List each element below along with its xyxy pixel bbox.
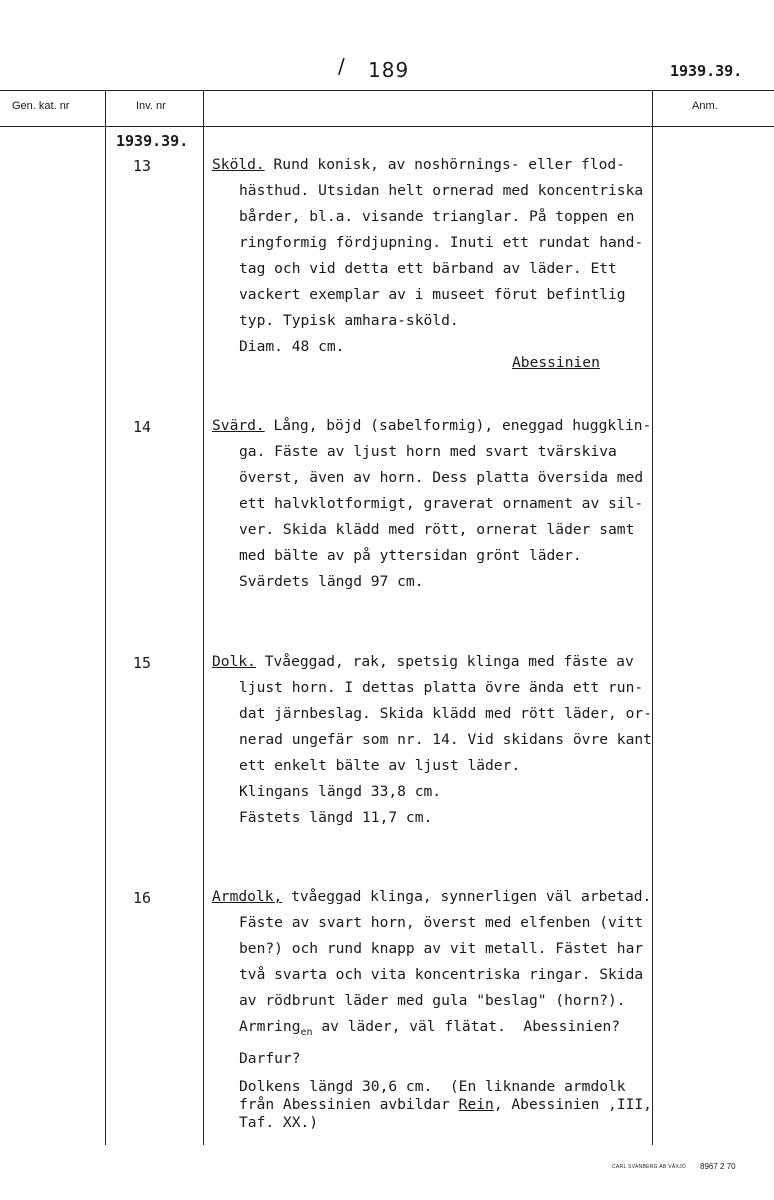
entry-line: Klingans längd 33,8 cm. (239, 783, 442, 800)
entry-line: ljust horn. I dettas platta övre ända ett run- (239, 679, 644, 696)
entry-line: bårder, bl.a. visande trianglar. På toppen en (239, 208, 635, 225)
header-bottom-rule (0, 126, 774, 127)
catalog-entry (212, 649, 656, 831)
entry-line: Diam. 48 cm. (239, 338, 345, 355)
entry-heading: Svärd. (212, 417, 265, 434)
entry-line: Dolk. Tvåeggad, rak, spetsig klinga med fäste av (212, 653, 634, 670)
catalog-year: 1939.39. (670, 62, 743, 80)
printer-imprint: CARL SVANBERG AB VÄXJÖ (612, 1164, 687, 1170)
entry-line: Svärdets längd 97 cm. (239, 573, 424, 590)
entry-line: av rödbrunt läder med gula "beslag" (horn?). (239, 992, 626, 1009)
entry-line: typ. Typisk amhara-sköld. (239, 312, 459, 329)
cited-author: Rein (458, 1096, 494, 1113)
header-top-rule (0, 90, 774, 91)
column-divider-gen-inv (105, 90, 106, 1145)
entry-line: med bälte av på yttersidan grönt läder. (239, 547, 582, 564)
subscript-correction: en (300, 1027, 313, 1038)
inventory-number: 13 (133, 157, 152, 175)
page-mark: / (338, 54, 345, 78)
entry-line: från Abessinien avbildar Rein, Abessinien ,III, (239, 1096, 652, 1113)
column-header-inv-nr: Inv. nr (136, 100, 166, 112)
form-code: 8967 2 70 (700, 1162, 736, 1171)
entry-line: Svärd. Lång, böjd (sabelformig), eneggad huggklin- (212, 417, 652, 434)
accession-prefix: 1939.39. (116, 132, 189, 150)
entry-line: Fäste av svart horn, överst med elfenben (vitt (239, 914, 644, 931)
entry-line: tag och vid detta ett bärband av läder. Ett (239, 260, 617, 277)
catalog-entry (212, 884, 656, 1132)
column-divider-inv-desc (203, 90, 204, 1145)
entry-heading: Dolk. (212, 653, 256, 670)
column-header-gen-kat-nr: Gen. kat. nr (12, 100, 70, 112)
entry-line: Taf. XX.) (239, 1114, 319, 1131)
entry-line: Armring$_{en}$ av läder, väl flätat. Abessinien? (239, 1018, 621, 1038)
page-number: 189 (368, 58, 410, 82)
inventory-number: 16 (133, 889, 152, 907)
origin-label: Abessinien (512, 354, 600, 371)
entry-line: Dolkens längd 30,6 cm. (En liknande armdolk (239, 1078, 626, 1095)
entry-line: ett halvklotformigt, graverat ornament av sil- (239, 495, 644, 512)
inventory-number: 14 (133, 418, 152, 436)
entry-line: två svarta och vita koncentriska ringar. Skida (239, 966, 644, 983)
entry-heading: Armdolk, (212, 888, 283, 905)
entry-line: dat järnbeslag. Skida klädd med rött läder, or- (239, 705, 652, 722)
entry-heading: Sköld. (212, 156, 265, 173)
entry-line: Fästets längd 11,7 cm. (239, 809, 433, 826)
catalog-entry (212, 413, 656, 595)
entry-line: ett enkelt bälte av ljust läder. (239, 757, 521, 774)
entry-line: ringformig fördjupning. Inuti ett rundat hand- (239, 234, 644, 251)
entry-line: ver. Skida klädd med rött, ornerat läder samt (239, 521, 635, 538)
entry-line: överst, även av horn. Dess platta översida med (239, 469, 644, 486)
inventory-number: 15 (133, 654, 152, 672)
entry-line: vackert exemplar av i museet förut befintlig (239, 286, 626, 303)
entry-line: Armdolk, tvåeggad klinga, synnerligen väl arbetad. (212, 888, 652, 905)
entry-line: nerad ungefär som nr. 14. Vid skidans övre kant (239, 731, 652, 748)
entry-line: Darfur? (239, 1050, 301, 1067)
entry-line: ga. Fäste av ljust horn med svart tvärskiva (239, 443, 617, 460)
entry-line: hästhud. Utsidan helt ornerad med koncentriska (239, 182, 644, 199)
entry-line: Sköld. Rund konisk, av noshörnings- eller flod- (212, 156, 625, 173)
entry-line: ben?) och rund knapp av vit metall. Fästet har (239, 940, 644, 957)
column-header-anm: Anm. (692, 100, 718, 112)
catalog-entry (212, 152, 656, 360)
